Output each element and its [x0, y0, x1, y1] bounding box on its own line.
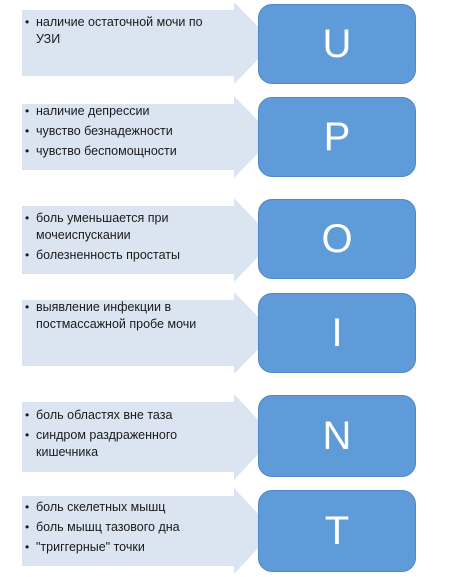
bullet-list	[24, 14, 224, 51]
bullet-item: • боль областях вне таза	[24, 407, 224, 424]
letter-box-t	[258, 490, 416, 572]
diagram-row-u	[0, 2, 456, 84]
letter-label: U	[322, 22, 352, 66]
bullet-item: • выявление инфекции в постмассажной пробе мочи	[24, 299, 224, 333]
letter-box-o	[258, 199, 416, 279]
bullet-item: • боль мышц тазового дна	[24, 519, 224, 536]
diagram-row-i	[0, 292, 456, 374]
bullet-list	[24, 407, 224, 464]
letter-label: T	[324, 509, 350, 553]
diagram-row-n	[0, 394, 456, 480]
bullet-item: • наличие остаточной мочи по УЗИ	[24, 14, 224, 48]
bullet-item: • чувство безнадежности	[24, 123, 224, 140]
letter-label: I	[331, 311, 343, 355]
diagram-row-p	[0, 96, 456, 178]
bullet-list	[24, 499, 224, 559]
bullet-list	[24, 210, 224, 267]
bullet-item: • "триггерные" точки	[24, 539, 224, 556]
letter-box-u	[258, 4, 416, 84]
letter-label: N	[322, 414, 352, 458]
letter-label: P	[323, 115, 351, 159]
letter-box-n	[258, 395, 416, 477]
letter-box-i	[258, 293, 416, 373]
bullet-item: • чувство беспомощности	[24, 143, 224, 160]
diagram-row-t	[0, 488, 456, 574]
bullet-list	[24, 103, 224, 163]
bullet-item: • боль скелетных мышц	[24, 499, 224, 516]
letter-label: O	[321, 217, 353, 261]
diagram-row-o	[0, 198, 456, 282]
bullet-item: • наличие депрессии	[24, 103, 224, 120]
bullet-list	[24, 299, 224, 336]
bullet-item: • болезненность простаты	[24, 247, 224, 264]
bullet-item: • синдром раздраженного кишечника	[24, 427, 224, 461]
bullet-item: • боль уменьшается при мочеиспускании	[24, 210, 224, 244]
letter-box-p	[258, 97, 416, 177]
